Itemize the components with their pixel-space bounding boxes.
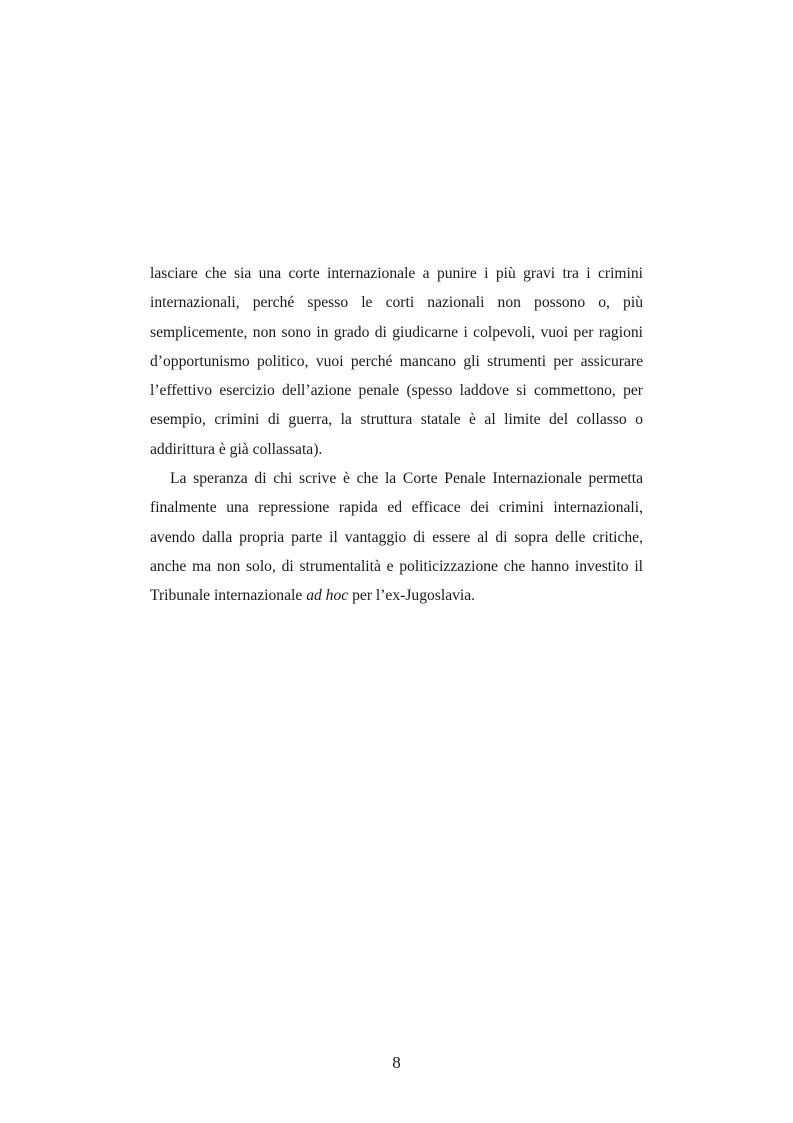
- text-line: semplicemente, non sono in grado di giudicarne i colpevoli, vuoi per ragioni: [150, 323, 643, 341]
- text-line: l’effettivo esercizio dell’azione penale (spesso laddove si commettono, per: [150, 382, 643, 400]
- page-number: 8: [392, 1053, 401, 1072]
- body-text: [150, 259, 643, 611]
- paragraph-2: [150, 464, 643, 610]
- text-line: esempio, crimini di guerra, la struttura statale è al limite del collasso o: [150, 411, 643, 429]
- italic-term: ad hoc: [306, 587, 349, 605]
- text-line: avendo dalla propria parte il vantaggio di essere al di sopra delle critiche,: [150, 528, 643, 546]
- text-line: anche ma non solo, di strumentalità e politicizzazione che hanno investito il: [150, 557, 643, 575]
- text-fragment: per l’ex-Jugoslavia.: [348, 587, 476, 605]
- text-line: La speranza di chi scrive è che la Corte Penale Internazionale permetta: [170, 470, 643, 488]
- text-line: lasciare che sia una corte internazionale a punire i più gravi tra i crimini: [150, 265, 643, 282]
- text-line: addirittura è già collassata).: [150, 440, 323, 458]
- text-line: finalmente una repressione rapida ed efficace dei crimini internazionali,: [150, 499, 643, 517]
- text-fragment: Tribunale internazionale: [150, 587, 307, 605]
- paragraph-1: [150, 259, 643, 464]
- text-line: d’opportunismo politico, vuoi perché mancano gli strumenti per assicurare: [150, 352, 643, 370]
- text-line-final: [150, 581, 643, 610]
- text-line: internazionali, perché spesso le corti nazionali non possono o, più: [150, 294, 643, 312]
